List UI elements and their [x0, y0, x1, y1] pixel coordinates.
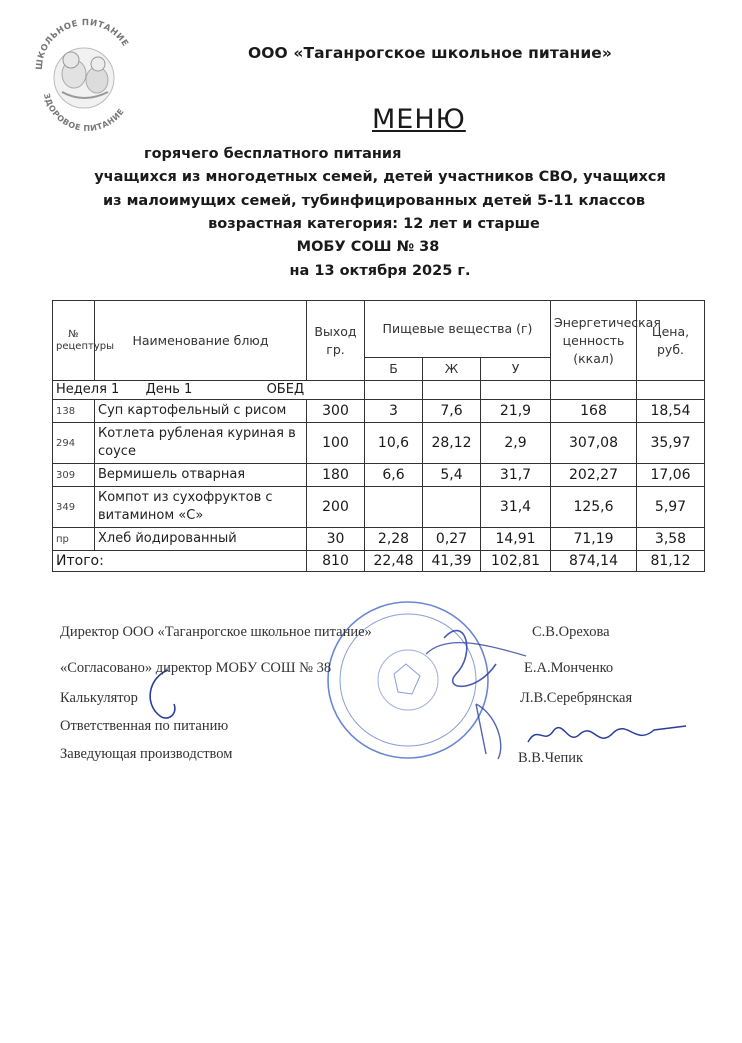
row-energy: 125,6	[551, 487, 637, 528]
heading-line-1: горячего бесплатного питания	[144, 146, 402, 162]
row-protein: 2,28	[365, 528, 423, 551]
header-price: Цена, руб.	[637, 301, 705, 381]
header-carbs: У	[481, 358, 551, 381]
menu-table	[52, 300, 705, 572]
row-price: 35,97	[637, 423, 705, 464]
company-name: ООО «Таганрогское школьное питание»	[248, 44, 613, 62]
row-carbs: 21,9	[481, 400, 551, 423]
row-dish: Хлеб йодированный	[95, 528, 307, 551]
sign-name-production: В.В.Чепик	[518, 750, 584, 766]
section-day: День 1	[145, 382, 193, 397]
header-fat: Ж	[423, 358, 481, 381]
row-recipe: 294	[53, 423, 95, 464]
row-carbs: 31,7	[481, 464, 551, 487]
row-fat: 28,12	[423, 423, 481, 464]
total-fat: 41,39	[423, 551, 481, 572]
sign-role-director: Директор ООО «Таганрогское школьное питание»	[60, 624, 372, 640]
row-price: 17,06	[637, 464, 705, 487]
row-recipe: 349	[53, 487, 95, 528]
row-dish: Суп картофельный с рисом	[95, 400, 307, 423]
row-energy: 71,19	[551, 528, 637, 551]
section-label	[53, 381, 365, 400]
total-carbs: 102,81	[481, 551, 551, 572]
total-price: 81,12	[637, 551, 705, 572]
table-header-row	[53, 301, 705, 358]
row-recipe: 138	[53, 400, 95, 423]
section-meal: ОБЕД	[266, 382, 305, 397]
table-row	[53, 423, 705, 464]
row-fat: 7,6	[423, 400, 481, 423]
sign-name-director: С.В.Орехова	[532, 624, 610, 640]
section-week: Неделя 1	[56, 382, 120, 397]
row-price: 18,54	[637, 400, 705, 423]
row-recipe: 309	[53, 464, 95, 487]
row-dish: Вермишель отварная	[95, 464, 307, 487]
row-carbs: 31,4	[481, 487, 551, 528]
table-row	[53, 528, 705, 551]
table-row	[53, 464, 705, 487]
sign-name-school-director: Е.А.Монченко	[524, 660, 614, 676]
logo-text-top: ШКОЛЬНОЕ ПИТАНИЕ	[34, 18, 131, 71]
heading-line-4: возрастная категория: 12 лет и старше	[208, 216, 540, 232]
row-yield: 180	[307, 464, 365, 487]
sign-role-calculator: Калькулятор	[60, 690, 138, 706]
row-fat: 0,27	[423, 528, 481, 551]
heading-line-3: из малоимущих семей, тубинфицированных детей 5-11 классов	[102, 193, 646, 209]
header-energy: Энергетическая ценность (ккал)	[551, 301, 637, 381]
official-stamp	[326, 594, 540, 764]
table-row	[53, 400, 705, 423]
table-section-row	[53, 381, 705, 400]
row-fat: 5,4	[423, 464, 481, 487]
row-protein	[365, 487, 423, 528]
row-yield: 30	[307, 528, 365, 551]
row-price: 3,58	[637, 528, 705, 551]
page-title: МЕНЮ	[372, 104, 466, 135]
company-logo	[24, 8, 142, 144]
row-yield: 100	[307, 423, 365, 464]
total-protein: 22,48	[365, 551, 423, 572]
row-recipe: пр	[53, 528, 95, 551]
heading-line-2: учащихся из многодетных семей, детей участников СВО, учащихся	[94, 169, 666, 185]
total-energy: 874,14	[551, 551, 637, 572]
row-yield: 200	[307, 487, 365, 528]
header-yield: Выход гр.	[307, 301, 365, 381]
header-protein: Б	[365, 358, 423, 381]
header-recipe-no: № рецептуры	[53, 301, 95, 381]
row-protein: 10,6	[365, 423, 423, 464]
row-protein: 3	[365, 400, 423, 423]
menu-date: на 13 октября 2025 г.	[289, 263, 471, 279]
school-name: МОБУ СОШ № 38	[296, 239, 440, 255]
sign-name-calculator: Л.В.Серебрянская	[520, 690, 633, 706]
row-dish: Котлета рубленая куриная в соусе	[95, 423, 307, 464]
total-yield: 810	[307, 551, 365, 572]
table-total-row	[53, 551, 705, 572]
sign-role-nutrition: Ответственная по питанию	[60, 718, 229, 734]
row-yield: 300	[307, 400, 365, 423]
logo-text-bottom: ЗДОРОВОЕ ПИТАНИЕ	[41, 92, 126, 133]
row-protein: 6,6	[365, 464, 423, 487]
row-carbs: 2,9	[481, 423, 551, 464]
row-dish: Компот из сухофруктов с витамином «С»	[95, 487, 307, 528]
row-fat	[423, 487, 481, 528]
header-dish: Наименование блюд	[95, 301, 307, 381]
total-label: Итого:	[53, 551, 307, 572]
sign-role-school-director: «Согласовано» директор МОБУ СОШ № 38	[60, 660, 332, 676]
row-energy: 307,08	[551, 423, 637, 464]
table-row	[53, 487, 705, 528]
row-price: 5,97	[637, 487, 705, 528]
sign-role-production: Заведующая производством	[60, 746, 233, 762]
row-carbs: 14,91	[481, 528, 551, 551]
header-nutrients: Пищевые вещества (г)	[365, 301, 551, 358]
row-energy: 202,27	[551, 464, 637, 487]
row-energy: 168	[551, 400, 637, 423]
